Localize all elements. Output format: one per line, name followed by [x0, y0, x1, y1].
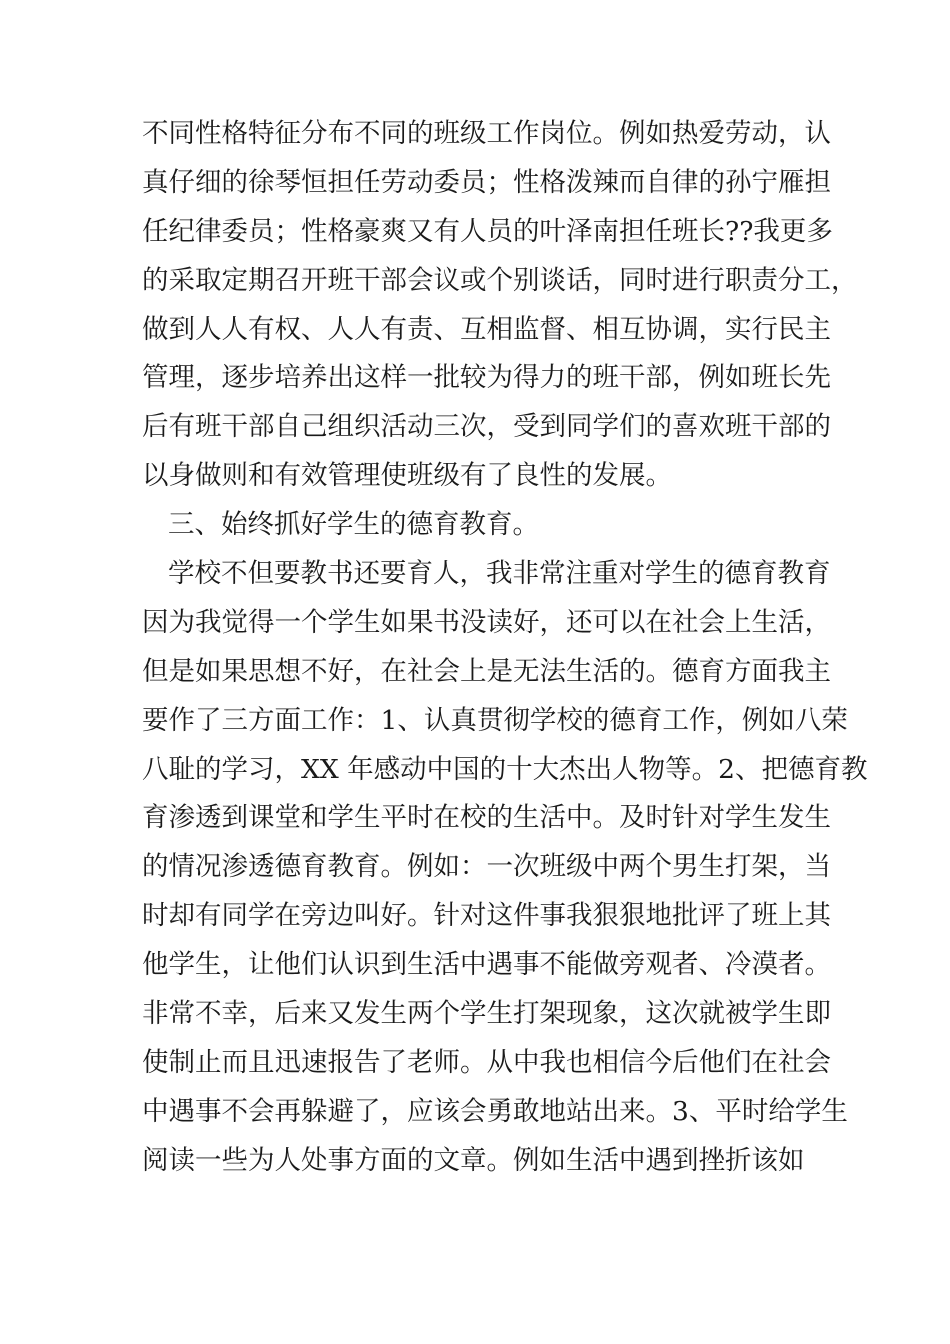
text-line: 的采取定期召开班干部会议或个别谈话，同时进行职责分工， — [142, 264, 858, 296]
text-line: 因为我觉得一个学生如果书没读好，还可以在社会上生活， — [142, 606, 831, 638]
paragraph-start-line: 学校不但要教书还要育人，我非常注重对学生的德育教育 — [168, 558, 831, 590]
text-line: 后有班干部自己组织活动三次，受到同学们的喜欢班干部的 — [142, 411, 831, 443]
text-line: 他学生，让他们认识到生活中遇事不能做旁观者、冷漠者。 — [142, 949, 831, 981]
text-line: 以身做则和有效管理使班级有了良性的发展。 — [142, 460, 672, 492]
text-line: 但是如果思想不好，在社会上是无法生活的。德育方面我主 — [142, 655, 831, 687]
text-line: 非常不幸，后来又发生两个学生打架现象，这次就被学生即 — [142, 998, 831, 1030]
text-line: 阅读一些为人处事方面的文章。例如生活中遇到挫折该如 — [142, 1144, 805, 1176]
body-text — [142, 110, 868, 1186]
text-line: 时却有同学在旁边叫好。针对这件事我狠狠地批评了班上其 — [142, 900, 831, 932]
text-line: 八耻的学习，XX 年感动中国的十大杰出人物等。2、把德育教 — [142, 753, 868, 785]
text-line: 不同性格特征分布不同的班级工作岗位。例如热爱劳动，认 — [142, 118, 831, 149]
text-line: 中遇事不会再躲避了，应该会勇敢地站出来。3、平时给学生 — [142, 1095, 848, 1127]
text-line: 管理，逐步培养出这样一批较为得力的班干部，例如班长先 — [142, 362, 831, 394]
section-heading: 三、始终抓好学生的德育教育。 — [168, 509, 539, 541]
text-line: 任纪律委员；性格豪爽又有人员的叶泽南担任班长??我更多 — [142, 215, 833, 247]
text-line: 使制止而且迅速报告了老师。从中我也相信今后他们在社会 — [142, 1046, 831, 1078]
text-line: 真仔细的徐琴恒担任劳动委员；性格泼辣而自律的孙宁雁担 — [142, 166, 831, 198]
text-line: 的情况渗透德育教育。例如：一次班级中两个男生打架，当 — [142, 851, 831, 883]
text-line: 做到人人有权、人人有责、互相监督、相互协调，实行民主 — [142, 313, 831, 345]
text-line: 要作了三方面工作：1、认真贯彻学校的德育工作，例如八荣 — [142, 704, 848, 736]
text-line: 育渗透到课堂和学生平时在校的生活中。及时针对学生发生 — [142, 802, 831, 834]
